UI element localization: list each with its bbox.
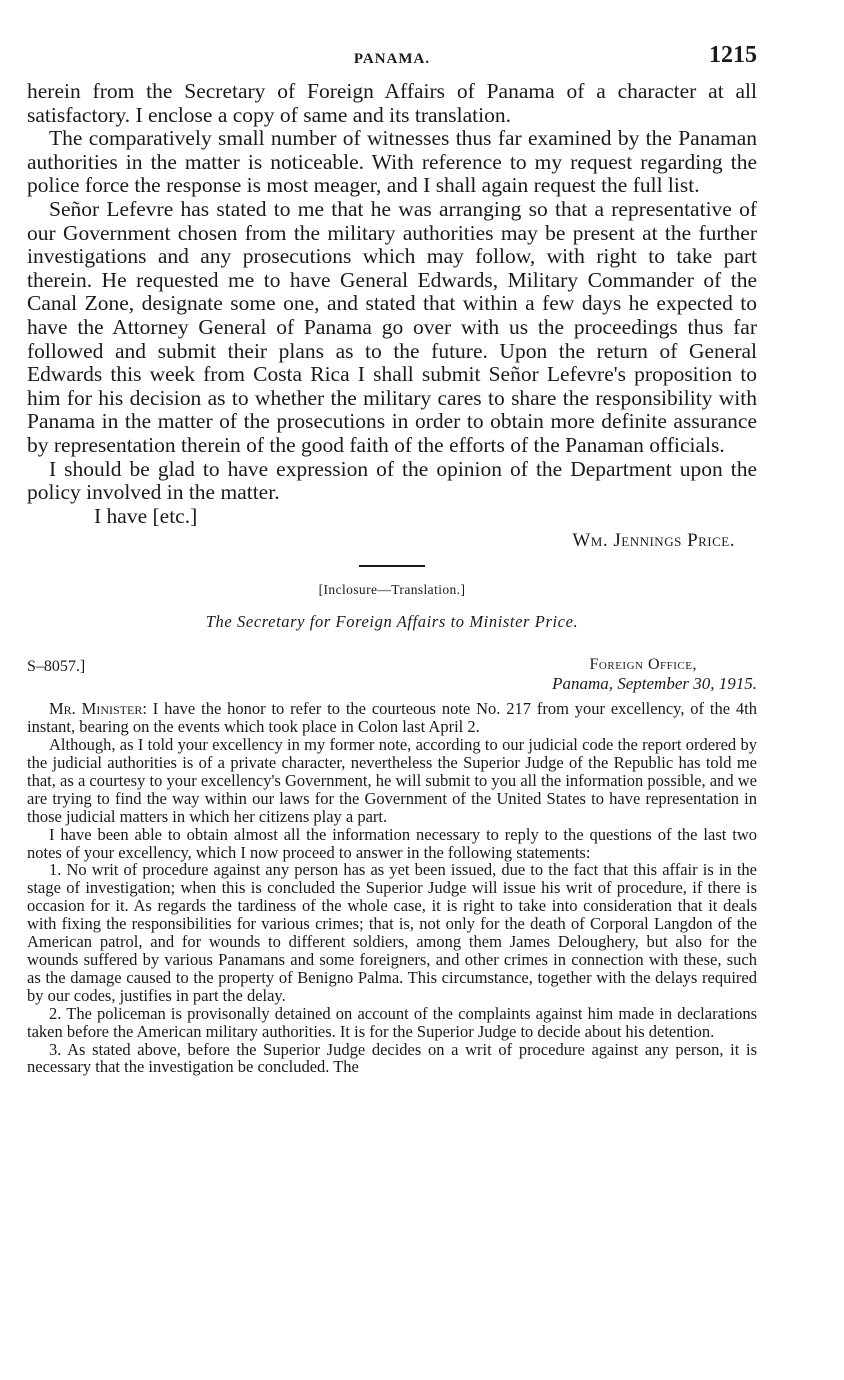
body-paragraph: The comparatively small number of witnesses thus far examined by the Panaman authorities in the matter is noticeable. With reference to my request regarding the police force the response is most meager, and I shall again request the full list. (27, 126, 757, 198)
body-paragraph: Señor Lefevre has stated to me that he was arranging so that a representative of our Government chosen from the military authorities may be present at the further investigations and any prosecutions which may follow, with right to take part therein. He requested me to have General Edwards, Military Commander of the Canal Zone, designate some one, and stated that within a few days he expected to have the Attorney General of Panama go over with us the proceedings thus far followed and submit their plans as to the future. Upon the return of General Edwards this week from Costa Rica I shall submit Señor Lefevre's proposition to him for his decision as to whether the military cares to share the responsibility with Panama in the matter of the prosecutions in order to obtain more definite assurance by representation therein of the good faith of the efforts of the Panaman officials. (27, 196, 757, 457)
letter-dateline (27, 656, 757, 700)
closing-line: I have [etc.] (94, 503, 198, 528)
running-title: PANAMA. (353, 51, 431, 67)
inclosure-heading: [Inclosure—Translation.] (318, 582, 466, 598)
dispatch-body (27, 80, 757, 528)
letter-paragraph: I have been able to obtain almost all the information necessary to reply to the questions of the last two notes of your excellency, which I now proceed to answer in the following statements: (27, 824, 757, 862)
numbered-statement: 1. No writ of procedure against any person has as yet been issued, due to the fact that this affair is in the stage of investigation; when this is concluded the Superior Judge will issue his writ of procedure, if there is occasion for it. As regards the tardiness of the whole case, it is right to take into consideration that it deals with fixing the responsibilities for various crimes; that is, not only for the death of Corporal Langdon of the American patrol, and for wounds to different soldiers, among them James Deloughery, but also for the wounds suffered by various Panamans and some foreigners, and other crimes in connection with these, such as the damage caused to the property of Benigno Palma. This circumstance, together with the delays required by our codes, justifies in part the delay. (27, 860, 757, 1005)
page-header (27, 40, 757, 80)
numbered-statement: 3. As stated above, before the Superior Judge decides on a writ of procedure against any person, it is necessary that the investigation be concluded. The (27, 1039, 757, 1077)
salutation: Mr. Minister: (49, 699, 147, 719)
office-line: Foreign Office, (589, 656, 697, 674)
letter-date: Panama, September 30, 1915. (552, 674, 757, 694)
letter-paragraph-text: I have the honor to refer to the courteous note No. 217 from your excellency, of the 4th instant, bearing on the events which took place in Colon last April 2. (27, 699, 757, 737)
numbered-statement: 2. The policeman is provisonally detained on account of the complaints against him made in declarations taken before the American military authorities. It is for the Superior Judge to decide about his detention. (27, 1003, 757, 1041)
inclosure-body (27, 700, 757, 1076)
page-number: 1215 (709, 42, 757, 68)
signature (27, 530, 735, 552)
letter-paragraph (27, 700, 757, 736)
document-page (27, 40, 757, 1076)
section-divider (359, 565, 425, 567)
body-paragraph: herein from the Secretary of Foreign Affairs of Panama of a character at all satisfactory. I enclose a copy of same and its translation. (27, 79, 757, 127)
file-reference: S–8057.] (27, 658, 86, 676)
signature-name: Wm. Jennings Price. (572, 530, 735, 552)
letter-title: The Secretary for Foreign Affairs to Minister Price. (205, 612, 579, 632)
letter-paragraph: Although, as I told your excellency in my former note, according to our judicial code the report ordered by the judicial authorities is of a private character, nevertheless the Superior Judge of the Republic has told me that, as a courtesy to your excellency's Government, he will submit to you all the information possible, and we are trying to find the way within our laws for the Government of the United States to have representation in those judicial matters in which her citizens play a part. (27, 735, 757, 826)
body-paragraph: I should be glad to have expression of the opinion of the Department upon the policy involved in the matter. (27, 456, 757, 505)
